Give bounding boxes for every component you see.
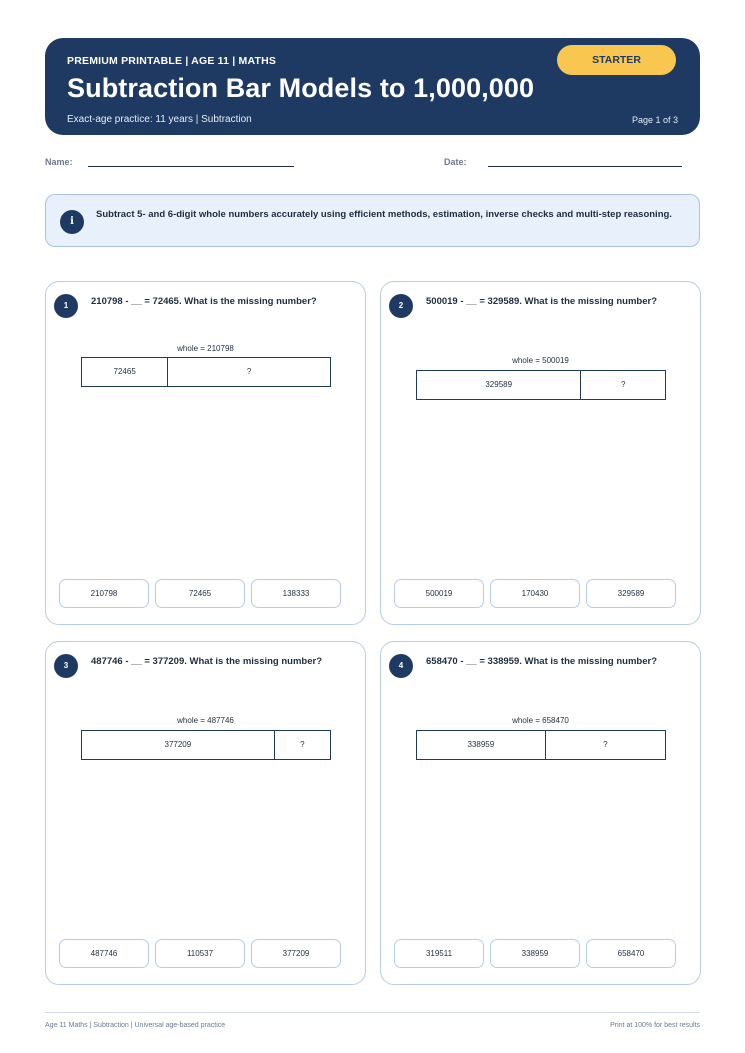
answer-options	[59, 579, 341, 608]
bar-unknown-part: ?	[274, 731, 330, 759]
question-card	[45, 281, 366, 625]
bar-unknown-part: ?	[580, 371, 665, 399]
bar-model	[416, 370, 666, 400]
footer-left-text: Age 11 Maths | Subtraction | Universal age-based practice	[45, 1022, 226, 1029]
bar-known-part: 329589	[485, 380, 513, 389]
question-card	[380, 281, 701, 625]
question-text: 487746 - __ = 377209. What is the missing number?	[91, 656, 323, 667]
name-label: Name:	[45, 157, 73, 167]
bar-model	[81, 357, 331, 387]
answer-option[interactable]: 658470	[586, 939, 676, 968]
bar-whole-label: whole = 487746	[177, 716, 234, 725]
answer-option[interactable]: 329589	[586, 579, 676, 608]
footer-divider	[45, 1012, 700, 1013]
bar-known-part: 72465	[113, 367, 136, 376]
bar-known-part: 377209	[164, 740, 192, 749]
bar-whole-label: whole = 210798	[177, 344, 234, 353]
answer-option[interactable]: 170430	[490, 579, 580, 608]
date-label: Date:	[444, 157, 467, 167]
question-card	[380, 641, 701, 985]
bar-unknown-part: ?	[167, 358, 330, 386]
answer-option[interactable]: 110537	[155, 939, 245, 968]
footer-right-text: Print at 100% for best results	[610, 1022, 700, 1029]
question-number: 2	[389, 294, 413, 318]
question-text: 658470 - __ = 338959. What is the missing number?	[426, 656, 658, 667]
question-number: 1	[54, 294, 78, 318]
worksheet-header	[45, 38, 700, 135]
question-text: 210798 - __ = 72465. What is the missing number?	[91, 296, 317, 307]
bar-whole-label: whole = 658470	[512, 716, 569, 725]
answer-option[interactable]: 338959	[490, 939, 580, 968]
info-icon: i	[60, 210, 84, 234]
bar-model	[81, 730, 331, 760]
page-title: Subtraction Bar Models to 1,000,000	[67, 73, 535, 103]
answer-option[interactable]: 377209	[251, 939, 341, 968]
bar-unknown-part: ?	[545, 731, 665, 759]
level-badge: STARTER	[557, 45, 676, 75]
bar-known-part: 338959	[467, 740, 495, 749]
answer-option[interactable]: 319511	[394, 939, 484, 968]
answer-options	[59, 939, 341, 968]
header-subtitle: Exact-age practice: 11 years | Subtraction	[67, 114, 252, 125]
answer-option[interactable]: 487746	[59, 939, 149, 968]
question-card	[45, 641, 366, 985]
answer-option[interactable]: 72465	[155, 579, 245, 608]
question-number: 4	[389, 654, 413, 678]
date-line[interactable]	[488, 166, 682, 167]
name-line[interactable]	[88, 166, 294, 167]
bar-whole-label: whole = 500019	[512, 356, 569, 365]
question-text: 500019 - __ = 329589. What is the missing number?	[426, 296, 658, 307]
answer-option[interactable]: 500019	[394, 579, 484, 608]
answer-options	[394, 939, 676, 968]
bar-model	[416, 730, 666, 760]
question-number: 3	[54, 654, 78, 678]
answer-option[interactable]: 138333	[251, 579, 341, 608]
page-number: Page 1 of 3	[631, 115, 678, 125]
answer-option[interactable]: 210798	[59, 579, 149, 608]
answer-options	[394, 579, 676, 608]
instructions-panel	[45, 194, 700, 247]
instructions-text: Subtract 5- and 6-digit whole numbers accurately using efficient methods, estimation, inverse checks and multi-step reasoning.	[96, 209, 672, 220]
header-eyebrow: PREMIUM PRINTABLE | AGE 11 | MATHS	[67, 55, 277, 67]
